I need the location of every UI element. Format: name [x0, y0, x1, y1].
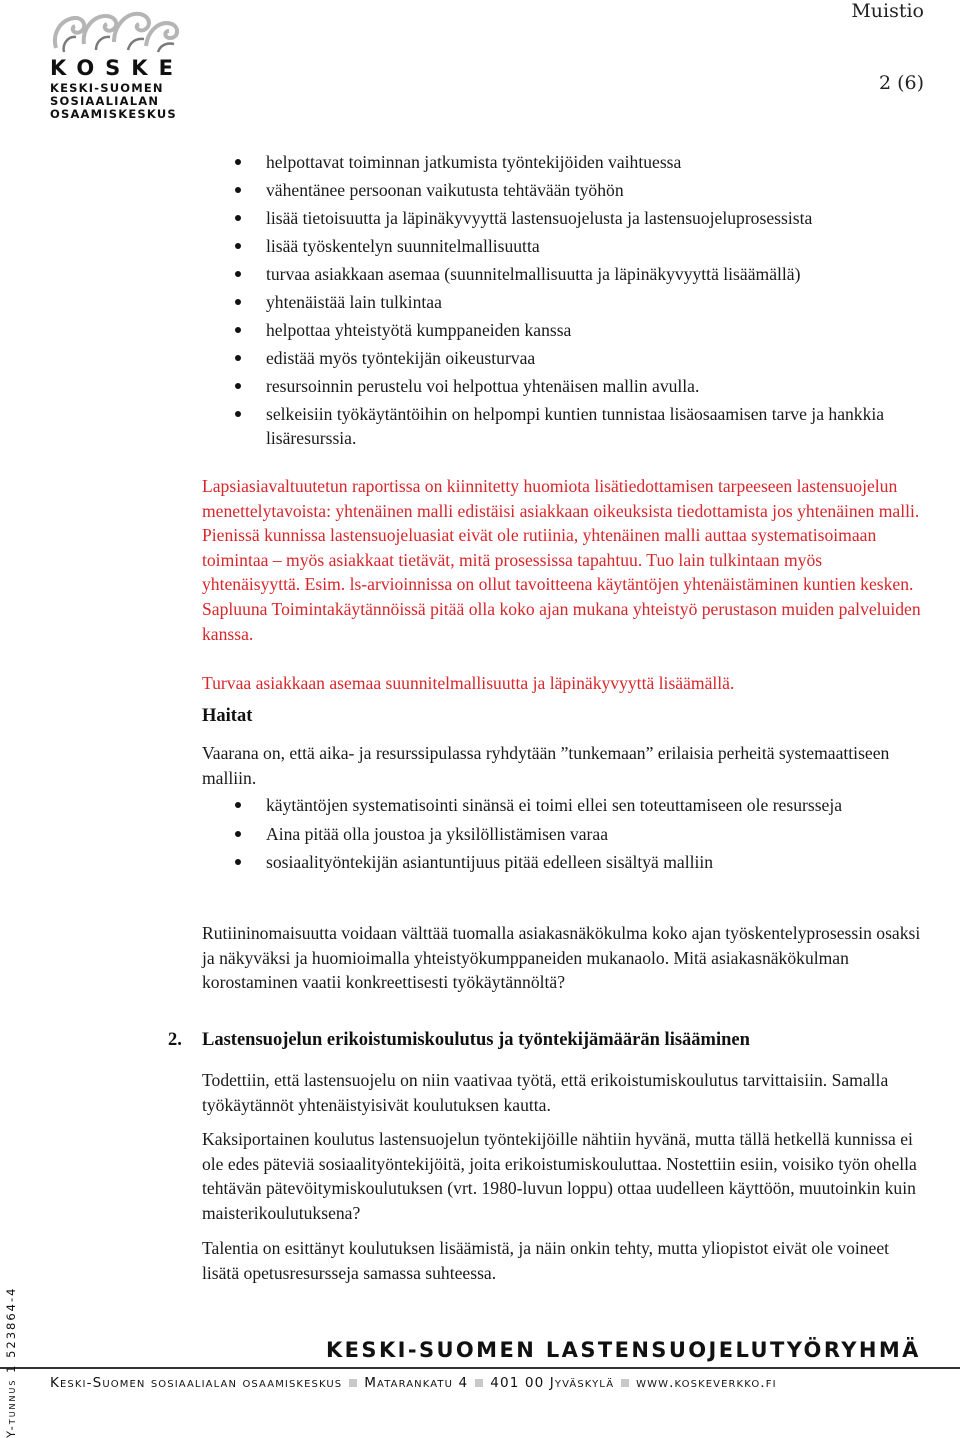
- list-item: helpottaa yhteistyötä kumppaneiden kanssa: [266, 318, 926, 343]
- haitat-list: [266, 793, 926, 879]
- red-paragraph: Lapsiasiavaltuutetun raportissa on kiinnitetty huomiota lisätiedottamisen tarpeeseen lastensuojelun menettelytavoista: yhtenäinen malli edistäisi asiakkaan oikeuksista tiedottamista jos yhtenäinen malli. Pienissä kunnissa lastensuojeluasiat eivät ole rutiinia, yhtenäinen malli auttaa systematisoimaan toimintaa – myös asiakkaat tietävät, mitä prosessissa tapahtuu. Tuo lain tulkintaan myös yhtenäisyyttä. Esim. ls-arvioinnissa on ollut tavoitteena käytäntöjen yhtenäistäminen kuntien kesken. Sapluuna Toimintakäytännöissä pitää olla koko ajan mukana yhteistyö perustason muiden palveluiden kanssa.: [202, 476, 921, 644]
- separator-square-icon: [349, 1379, 357, 1387]
- red-line: Turvaa asiakkaan asemaa suunnitelmallisuutta ja läpinäkyvyyttä lisäämällä.: [202, 673, 735, 693]
- section-paragraph: Kaksiportainen koulutus lastensuojelun työntekijöille nähtiin hyvänä, mutta tällä hetkellä kunnissa ei ole edes päteviä sosiaalityöntekijöitä, joita erikoistumiskouluttaa. Nostettiin esiin, voisiko työn ohella tehtävän pätevöitymiskoulutuksen (vrt. 1980-luvun loppu) ottaa uudelleen käyttöön, muutoinkin kuin maisterikoulutuksena?: [202, 1129, 917, 1223]
- section-paragraph: Todettiin, että lastensuojelu on niin vaativaa työtä, että erikoistumiskoulutus tarvittaisiin. Samalla työkäytännöt yhtenäistyisivät koulutuksen kautta.: [202, 1070, 889, 1115]
- haitat-intro: Vaarana on, että aika- ja resurssipulassa ryhdytään ”tunkemaan” erilaisia perheitä systemaattiseen malliin.: [202, 743, 890, 788]
- footer-title: KESKI-SUOMEN LASTENSUOJELUTYÖRYHMÄ: [326, 1338, 921, 1362]
- business-id: Y-tunnus 1 523864-4: [4, 1286, 18, 1438]
- section-number: 2.: [168, 1030, 182, 1050]
- page-number: 2 (6): [878, 72, 924, 94]
- logo-wordmark: KOSKE: [50, 56, 184, 80]
- logo-line-2: SOSIAALIALAN: [50, 94, 160, 108]
- logo-line-1: KESKI-SUOMEN: [50, 81, 164, 95]
- koske-logo-mark: [50, 4, 184, 56]
- list-item: vähentänee persoonan vaikutusta tehtävään työhön: [266, 178, 926, 203]
- list-item: Aina pitää olla joustoa ja yksilöllistämisen varaa: [266, 822, 926, 847]
- list-item: sosiaalityöntekijän asiantuntijuus pitää edelleen sisältyä malliin: [266, 850, 926, 875]
- list-item: resursoinnin perustelu voi helpottua yhtenäisen mallin avulla.: [266, 374, 926, 399]
- koske-swirl-icon: [50, 4, 184, 56]
- footer-web[interactable]: www.koskeverkko.fi: [636, 1375, 777, 1391]
- list-item: edistää myös työntekijän oikeusturvaa: [266, 346, 926, 371]
- separator-square-icon: [621, 1379, 629, 1387]
- list-item: käytäntöjen systematisointi sinänsä ei toimi ellei sen toteuttamiseen ole resursseja: [266, 793, 926, 818]
- footer-org: Keski-Suomen sosiaalialan osaamiskeskus: [50, 1375, 343, 1391]
- haitat-closing: Rutiininomaisuutta voidaan välttää tuomalla asiakasnäkökulma koko ajan työskentelyprosessin osaksi ja näkyväksi ja huomioimalla yhteistyökumppaneiden mukanaolo. Mitä asiakasnäkökulman korostaminen vaatii konkreettisesti työkäytännöltä?: [202, 923, 921, 993]
- list-item: turvaa asiakkaan asemaa (suunnitelmallisuutta ja läpinäkyvyyttä lisäämällä): [266, 262, 926, 287]
- haitat-heading: Haitat: [202, 706, 253, 726]
- list-item: lisää työskentelyn suunnitelmallisuutta: [266, 234, 926, 259]
- benefits-list: [266, 150, 926, 454]
- footer-contact: [50, 1375, 777, 1391]
- list-item: helpottavat toiminnan jatkumista työntekijöiden vaihtuessa: [266, 150, 926, 175]
- list-item: selkeisiin työkäytäntöihin on helpompi kuntien tunnistaa lisäosaamisen tarve ja hankkia lisäresurssia.: [266, 402, 926, 451]
- list-item: lisää tietoisuutta ja läpinäkyvyyttä lastensuojelusta ja lastensuojeluprosessista: [266, 206, 926, 231]
- list-item: yhtenäistää lain tulkintaa: [266, 290, 926, 315]
- document-type: Muistio: [851, 0, 924, 22]
- footer-city: 401 00 Jyväskylä: [490, 1375, 615, 1391]
- separator-square-icon: [475, 1379, 483, 1387]
- logo-line-3: OSAAMISKESKUS: [50, 107, 177, 121]
- footer-address: Matarankatu 4: [364, 1375, 469, 1391]
- section-title: Lastensuojelun erikoistumiskoulutus ja työntekijämäärän lisääminen: [202, 1030, 750, 1050]
- section-paragraph: Talentia on esittänyt koulutuksen lisäämistä, ja näin onkin tehty, mutta yliopistot eivät ole voineet lisätä opetusresursseja samassa suhteessa.: [202, 1238, 890, 1283]
- footer-divider: [0, 1367, 960, 1369]
